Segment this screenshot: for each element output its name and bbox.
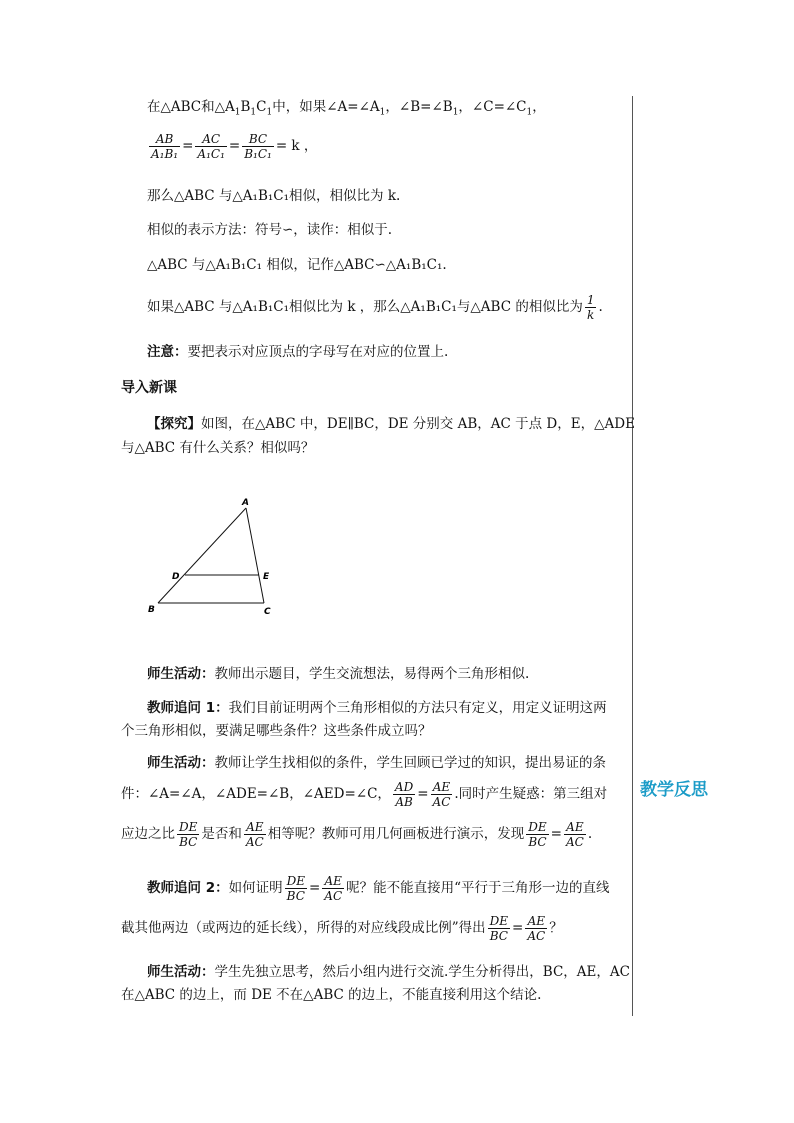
activity1-label: 师生活动： xyxy=(147,666,215,682)
activity2-text3c: 相等呢？教师可用几何画板进行演示，发现 xyxy=(267,826,525,842)
activity2-line1 xyxy=(147,753,606,773)
def-line6 xyxy=(147,293,603,322)
def-line3: 那么△ABC 与△A₁B₁C₁相似，相似比为 k. xyxy=(147,188,401,204)
activity2-line2: 件：∠A=∠A，∠ADE=∠B，∠AED=∠C， $\frac{AD}{AB}$ = $\frac{AE}{AC}$ .同时产生疑惑：第三组对 xyxy=(121,780,608,809)
fraction-ae-ac-5: $\frac{AE}{AC}$ xyxy=(527,914,546,943)
label-c: C xyxy=(264,607,271,617)
def-line5: △ABC 与△A₁B₁C₁ 相似，记作△ABC∽△A₁B₁C₁. xyxy=(147,257,447,273)
fraction-ac: $\frac{AC}{\text{A₁C₁}}$ xyxy=(197,132,225,161)
question2-text1b: 呢？能不能直接用“平行于三角形一边的直线 xyxy=(346,880,610,896)
side-ac xyxy=(246,508,264,603)
fraction-bc: $\frac{BC}{\text{B₁C₁}}$ xyxy=(244,132,272,161)
explore-line1 xyxy=(147,414,635,434)
def-line1-b: B xyxy=(240,99,251,115)
activity3-line2: 在△ABC 的边上，而 DE 不在△ABC 的边上，不能直接利用这个结论. xyxy=(121,987,542,1003)
fraction-de-bc-3: $\frac{DE}{BC}$ xyxy=(286,874,305,903)
fraction-ae-ac-2: $\frac{AE}{AC}$ xyxy=(245,820,264,849)
activity1 xyxy=(147,664,529,684)
def-line1-c: C xyxy=(256,99,267,115)
activity2-text3d: . xyxy=(587,826,593,842)
fraction-ab: $\frac{AB}{\text{A₁B₁}}$ xyxy=(151,132,179,161)
label-a: A xyxy=(242,498,249,508)
label-b: B xyxy=(148,605,155,615)
explore-text1: 如图，在△ABC 中，DE∥BC，DE 分别交 AB，AC 于点 D，E，△ADE xyxy=(201,416,635,432)
question2-text2b: ？ xyxy=(549,920,563,936)
question2-text2a: 截其他两边（或两边的延长线），所得的对应线段成比例”得出 xyxy=(121,920,486,936)
triangle-figure xyxy=(140,495,290,620)
def-ratio-line: $\frac{AB}{\text{A₁B₁}}$ = $\frac{AC}{\text{A₁C₁}}$ = $\frac{BC}{\text{B₁C₁}}$ = k ， xyxy=(151,132,318,161)
activity2-text3b: 是否和 xyxy=(201,826,242,842)
section-title: 导入新课 xyxy=(121,380,177,396)
fraction-de-bc-4: $\frac{DE}{BC}$ xyxy=(489,914,509,943)
note-text: 要把表示对应顶点的字母写在对应的位置上. xyxy=(187,344,449,360)
activity2-line3: 应边之比 $\frac{DE}{BC}$ 是否和 $\frac{AE}{AC}$ 相等呢？教师可用几何画板进行演示，发现 $\frac{DE}{BC}$ = $\frac{AE}{AC}$ . xyxy=(121,820,593,849)
side-label: 教学反思 xyxy=(640,780,708,800)
activity2-text2b: .同时产生疑惑：第三组对 xyxy=(454,786,608,802)
def-line6-a: 如果△ABC 与△A₁B₁C₁相似比为 k ，那么△A₁B₁C₁与△ABC 的相似比为 xyxy=(147,299,583,315)
question2-line2: 截其他两边（或两边的延长线），所得的对应线段成比例”得出 $\frac{DE}{BC}$ = $\frac{AE}{AC}$ ？ xyxy=(121,914,563,943)
explore-label: 【探究】 xyxy=(147,416,201,432)
def-line1-e: ，∠B=∠B xyxy=(385,99,453,115)
activity3-label: 师生活动： xyxy=(147,964,215,980)
activity2-text3a: 应边之比 xyxy=(121,826,175,842)
activity3-line1 xyxy=(147,962,630,982)
fraction-ae-ac-3: $\frac{AE}{AC}$ xyxy=(565,820,584,849)
activity3-text1: 学生先独立思考，然后小组内进行交流.学生分析得出，BC，AE，AC xyxy=(214,964,630,980)
def-line1-a: 在△ABC和△A xyxy=(147,99,235,115)
label-d: D xyxy=(172,572,180,582)
question1-line2: 个三角形相似，要满足哪些条件？这些条件成立吗？ xyxy=(121,723,432,739)
def-line6-end: . xyxy=(598,299,603,315)
activity2-label: 师生活动： xyxy=(147,755,215,771)
fraction-de-bc-2: $\frac{DE}{BC}$ xyxy=(528,820,547,849)
activity2-text2a: 件：∠A=∠A，∠ADE=∠B，∠AED=∠C， xyxy=(121,786,391,802)
eq-k: = k ， xyxy=(275,138,318,154)
activity2-text1: 教师让学生找相似的条件，学生回顾已学过的知识，提出易证的条 xyxy=(214,755,606,771)
fraction-ae-ac: $\frac{AE}{AC}$ xyxy=(432,780,451,809)
activity1-text: 教师出示题目，学生交流想法，易得两个三角形相似. xyxy=(214,666,530,682)
def-line1-d: 中，如果∠A=∠A xyxy=(272,99,380,115)
note-line xyxy=(147,342,448,362)
label-e: E xyxy=(263,572,270,582)
def-line1-f: ，∠C=∠C xyxy=(458,99,527,115)
note-label: 注意： xyxy=(147,344,188,360)
question2-line1: 教师追问 2：如何证明 $\frac{DE}{BC}$ = $\frac{AE}{AC}$ 呢？能不能直接用“平行于三角形一边的直线 xyxy=(147,874,610,903)
explore-line2: 与△ABC 有什么关系？相似吗？ xyxy=(121,440,315,456)
question1-label: 教师追问 1： xyxy=(147,700,229,716)
def-line1: 在△ABC和$\triangle A_1B_1C_1$中，如果$\angle A=\angle A_1$，$\angle B=\angle B_1$，$\angle C=\angle C_1$， xyxy=(147,99,546,118)
column-divider xyxy=(632,96,633,1016)
def-line4: 相似的表示方法：符号∽，读作：相似于. xyxy=(147,222,393,238)
fraction-one-over-k: $\frac{1}{k}$ xyxy=(586,293,595,322)
fraction-de-bc: $\frac{DE}{BC}$ xyxy=(179,820,198,849)
question2-text1a: 如何证明 xyxy=(228,880,283,896)
question1-text1: 我们目前证明两个三角形相似的方法只有定义，用定义证明这两 xyxy=(228,700,607,716)
side-ab xyxy=(158,508,246,603)
question1-line1 xyxy=(147,698,607,718)
fraction-ae-ac-4: $\frac{AE}{AC}$ xyxy=(324,874,343,903)
def-line1-g: ， xyxy=(532,99,546,115)
question2-label: 教师追问 2： xyxy=(147,880,229,896)
fraction-ad-ab: $\frac{AD}{AB}$ xyxy=(394,780,414,809)
